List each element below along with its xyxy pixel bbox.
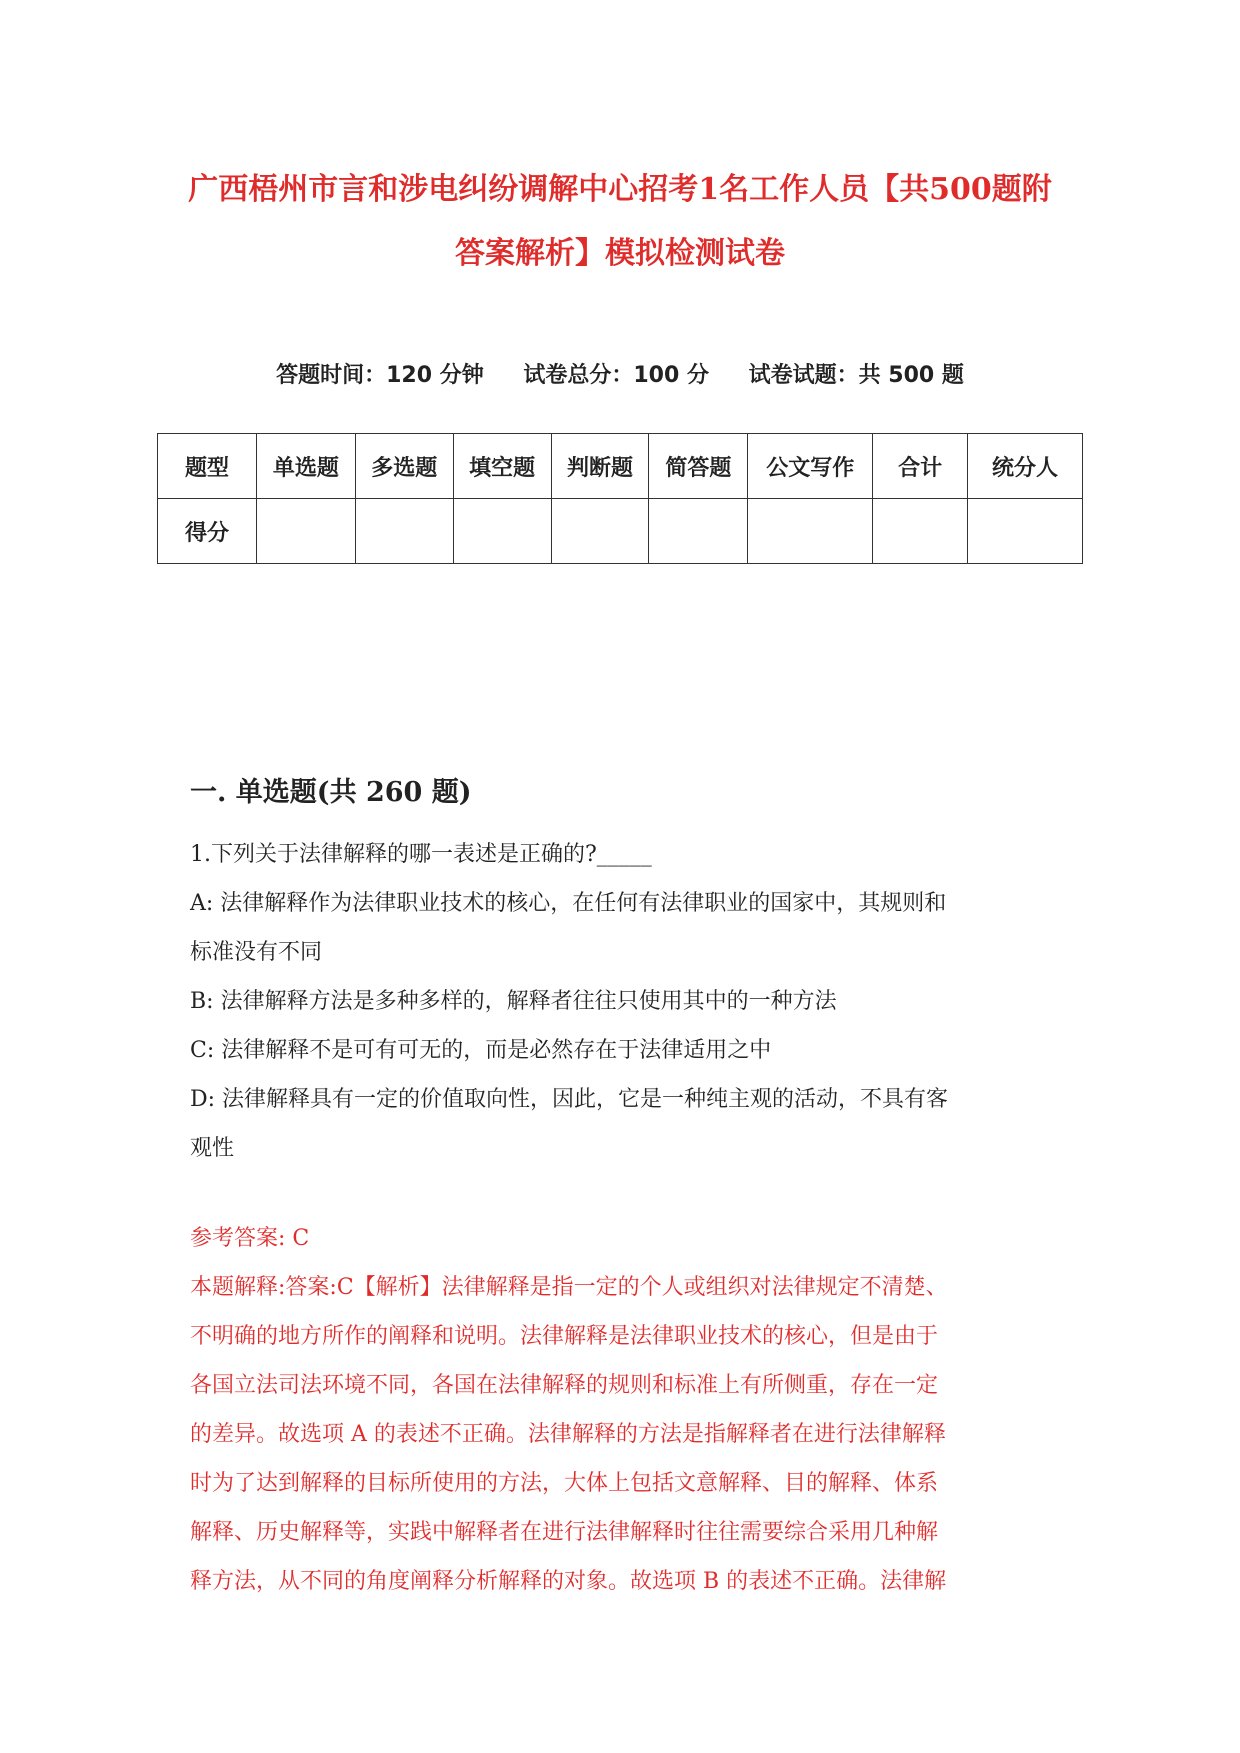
exam-question-count: 试卷试题：共 500 题	[748, 363, 964, 388]
score-cell	[748, 499, 873, 564]
header-cell: 简答题	[649, 434, 748, 499]
header-cell: 多选题	[355, 434, 453, 499]
question-stem: 1.下列关于法律解释的哪一表述是正确的?_____	[190, 842, 652, 867]
explanation-line: 时为了达到解释的目标所使用的方法，大体上包括文意解释、目的解释、体系	[190, 1471, 939, 1496]
option-line: D: 法律解释具有一定的价值取向性，因此，它是一种纯主观的活动，不具有客	[190, 1087, 949, 1112]
option-line: B: 法律解释方法是多种多样的，解释者往往只使用其中的一种方法	[190, 989, 837, 1014]
score-cell	[649, 499, 748, 564]
explanation-line: 各国立法司法环境不同，各国在法律解释的规则和标准上有所侧重，存在一定	[190, 1373, 939, 1398]
title-line-1: 广西梧州市言和涉电纠纷调解中心招考1名工作人员【共500题附	[188, 172, 1052, 207]
title-line-2: 答案解析】模拟检测试卷	[455, 236, 785, 271]
document-title	[170, 158, 1070, 286]
explanation-line: 不明确的地方所作的阐释和说明。法律解释是法律职业技术的核心，但是由于	[190, 1324, 939, 1349]
score-cell	[453, 499, 551, 564]
header-cell: 公文写作	[748, 434, 873, 499]
question-block	[190, 830, 1060, 1173]
row-label-cell: 得分	[158, 499, 257, 564]
score-table	[157, 433, 1083, 564]
header-cell: 填空题	[453, 434, 551, 499]
score-cell	[968, 499, 1083, 564]
score-table-score-row	[158, 499, 1083, 564]
score-cell	[873, 499, 968, 564]
score-cell	[355, 499, 453, 564]
exam-time: 答题时间：120 分钟	[276, 363, 484, 388]
explanation-line: 的差异。故选项 A 的表述不正确。法律解释的方法是指解释者在进行法律解释	[190, 1422, 946, 1447]
header-cell: 合计	[873, 434, 968, 499]
explanation-line: 本题解释:答案:C【解析】法律解释是指一定的个人或组织对法律规定不清楚、	[190, 1275, 948, 1300]
score-cell	[551, 499, 649, 564]
option-line: 观性	[190, 1136, 235, 1161]
exam-total-score: 试卷总分：100 分	[523, 363, 709, 388]
option-line: A: 法律解释作为法律职业技术的核心，在任何有法律职业的国家中，其规则和	[190, 891, 947, 916]
header-cell: 题型	[158, 434, 257, 499]
score-cell	[256, 499, 355, 564]
header-cell: 统分人	[968, 434, 1083, 499]
explanation-line: 释方法，从不同的角度阐释分析解释的对象。故选项 B 的表述不正确。法律解	[190, 1569, 947, 1594]
section-heading: 一. 单选题(共 260 题)	[190, 777, 472, 808]
option-line: C: 法律解释不是可有可无的，而是必然存在于法律适用之中	[190, 1038, 772, 1063]
explanation-line: 解释、历史解释等，实践中解释者在进行法律解释时往往需要综合采用几种解	[190, 1520, 939, 1545]
header-cell: 单选题	[256, 434, 355, 499]
option-line: 标准没有不同	[190, 940, 323, 965]
answer-block	[190, 1214, 1060, 1606]
exam-meta	[170, 358, 1070, 389]
score-table-header-row	[158, 434, 1083, 499]
header-cell: 判断题	[551, 434, 649, 499]
reference-answer: 参考答案: C	[190, 1226, 310, 1251]
